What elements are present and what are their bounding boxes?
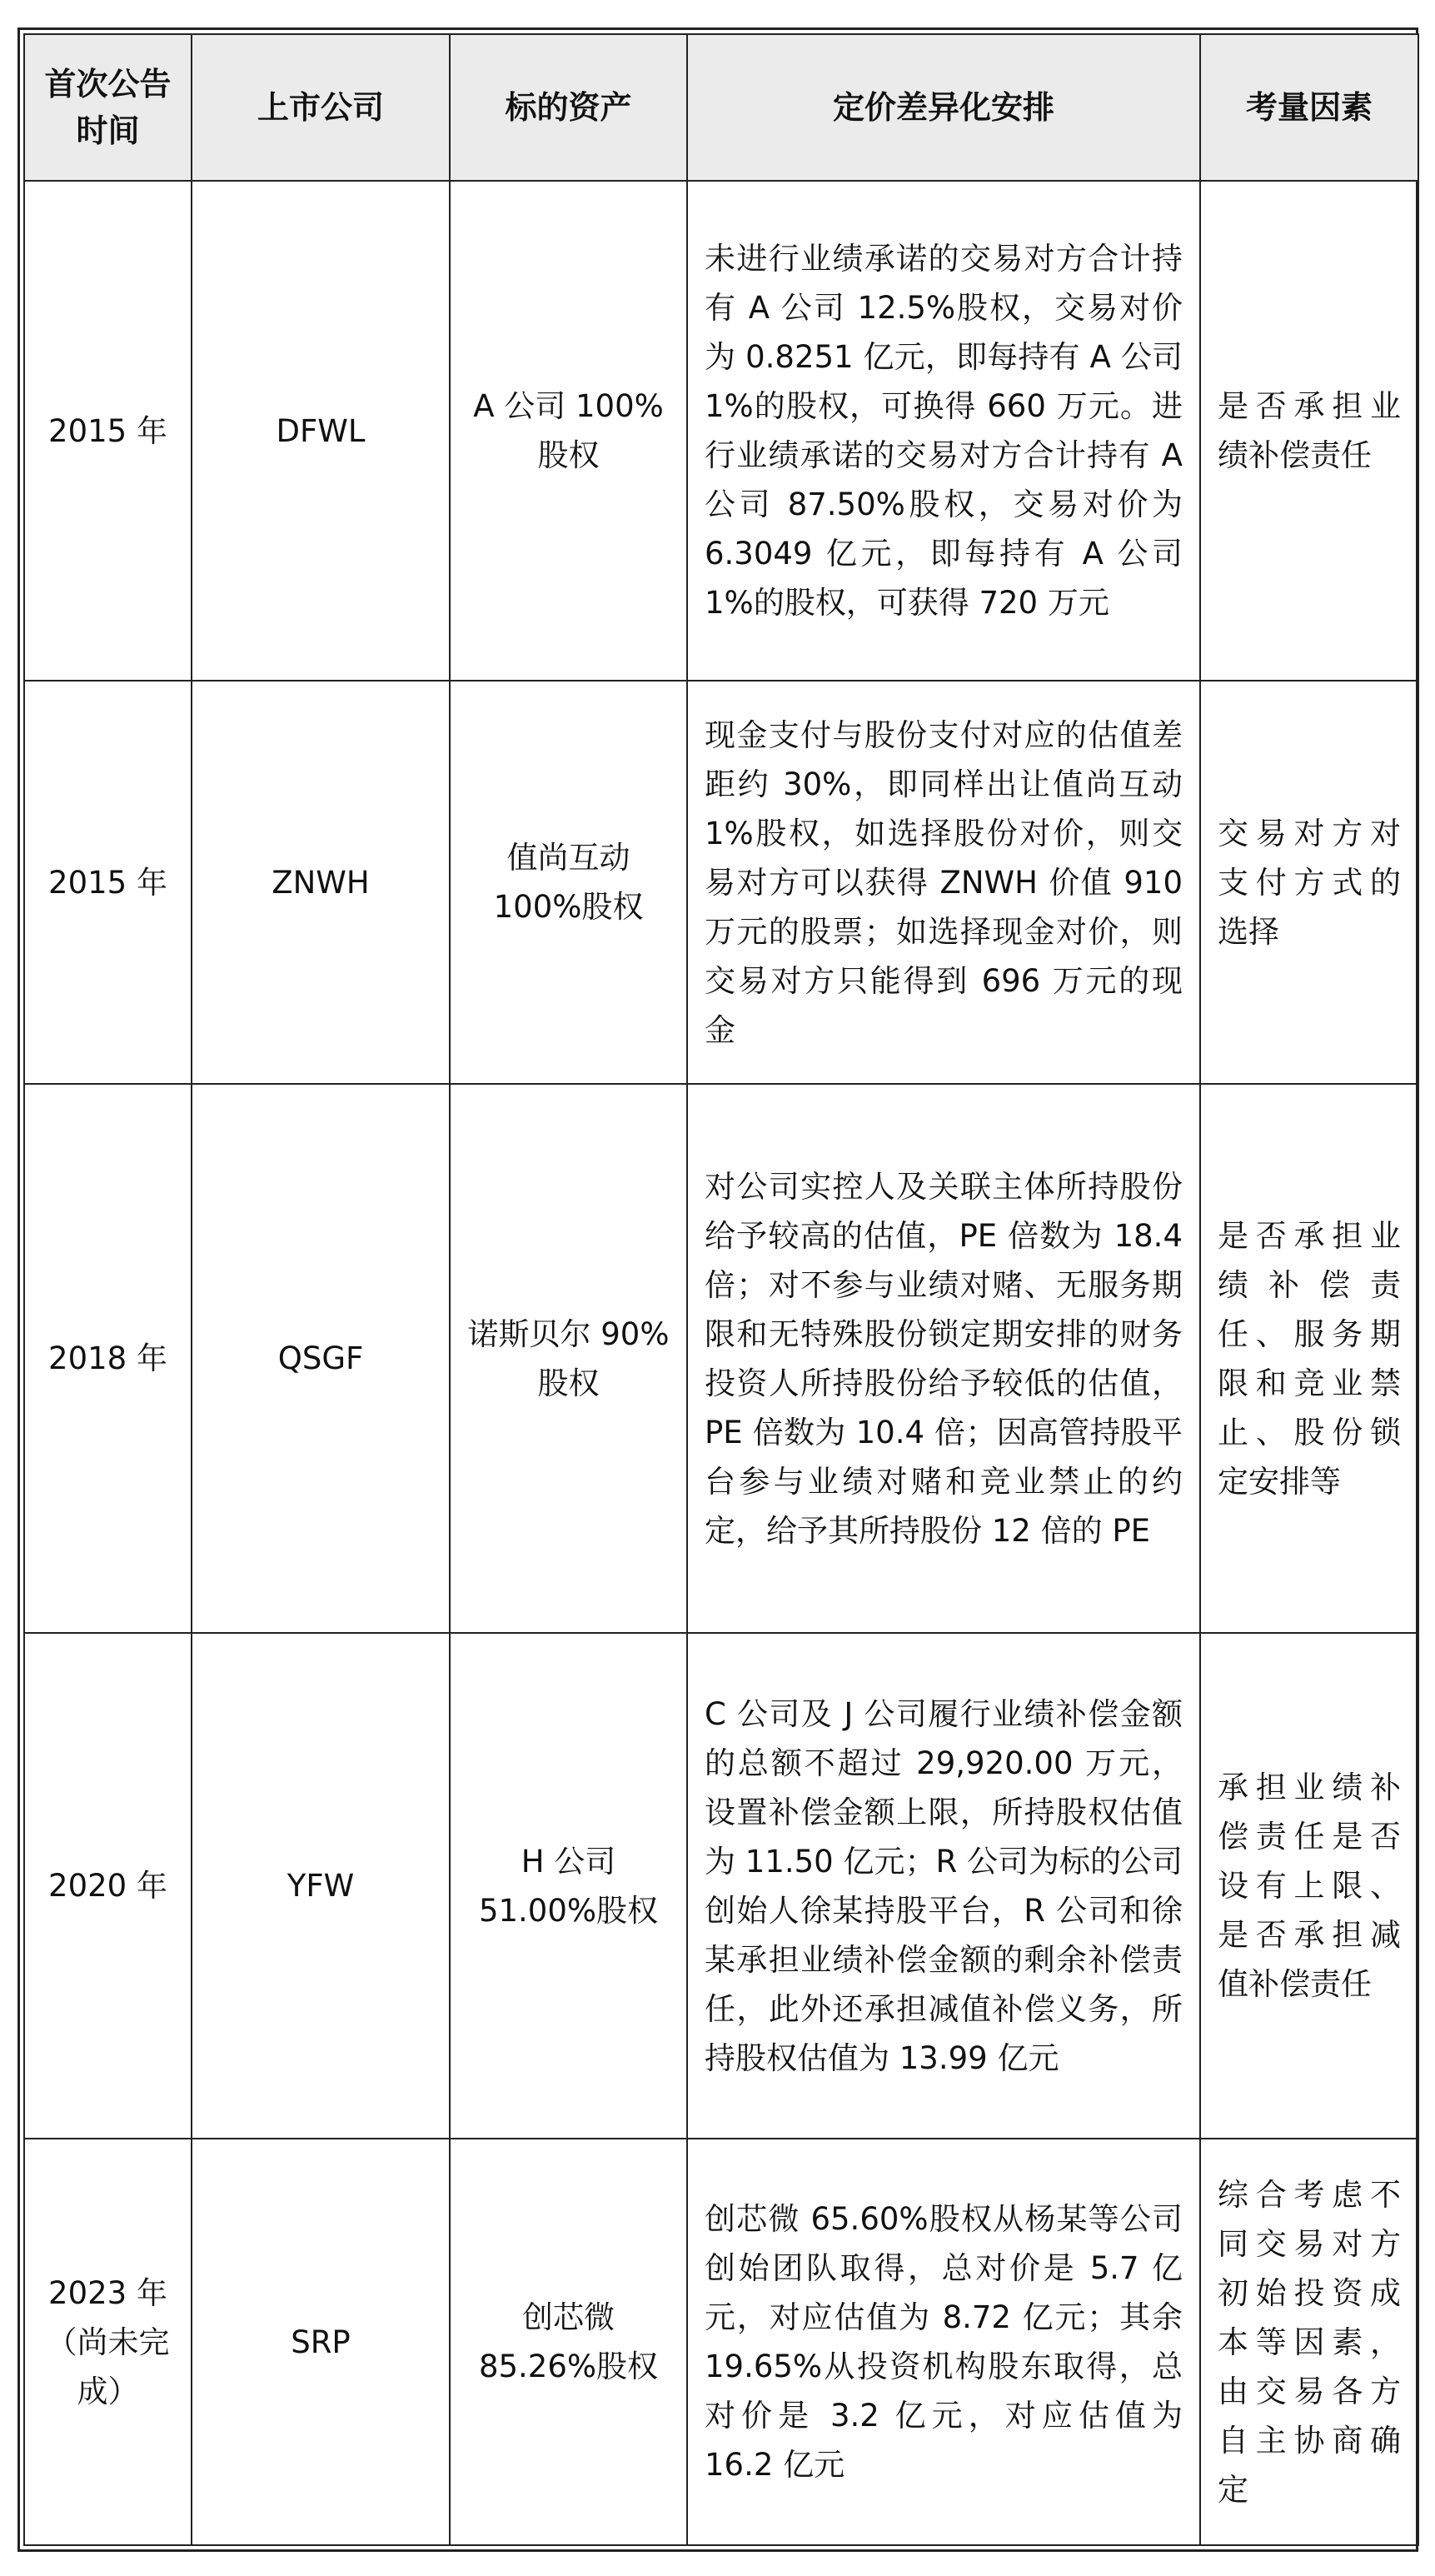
table-row	[24, 1084, 1418, 1633]
cell-date: 2023 年（尚未完成）	[24, 2139, 192, 2545]
cell-factors: 是否承担业绩补偿责任	[1200, 181, 1418, 681]
header-factors: 考量因素	[1200, 34, 1418, 181]
cell-company: DFWL	[192, 181, 450, 681]
cell-factors: 综合考虑不同交易对方初始投资成本等因素，由交易各方自主协商确定	[1200, 2139, 1418, 2545]
pricing-arrangement-table	[17, 27, 1418, 2552]
header-asset: 标的资产	[450, 34, 687, 181]
header-row	[24, 34, 1418, 181]
cell-company: YFW	[192, 1633, 450, 2139]
header-company: 上市公司	[192, 34, 450, 181]
cell-factors: 交易对方对支付方式的选择	[1200, 681, 1418, 1084]
cell-factors: 是否承担业绩补偿责任、服务期限和竞业禁止、股份锁定安排等	[1200, 1084, 1418, 1633]
cell-pricing: 创芯微 65.60%股权从杨某等公司创始团队取得，总对价是 5.7 亿元，对应估值为 8.72 亿元；其余 19.65%从投资机构股东取得，总对价是 3.2 亿元，对应估值为 16.2 亿元	[687, 2139, 1200, 2545]
table-row	[24, 681, 1418, 1084]
cell-company: ZNWH	[192, 681, 450, 1084]
cell-asset: A 公司 100%股权	[450, 181, 687, 681]
cell-factors: 承担业绩补偿责任是否设有上限、是否承担减值补偿责任	[1200, 1633, 1418, 2139]
cell-date: 2018 年	[24, 1084, 192, 1633]
table-row	[24, 181, 1418, 681]
cell-pricing: 对公司实控人及关联主体所持股份给予较高的估值，PE 倍数为 18.4 倍；对不参与业绩对赌、无服务期限和无特殊股份锁定期安排的财务投资人所持股份给予较低的估值，PE 倍数为 10.4 倍；因高管持股平台参与业绩对赌和竞业禁止的约定，给予其所持股份 12 倍的 PE	[687, 1084, 1200, 1633]
cell-asset: 值尚互动 100%股权	[450, 681, 687, 1084]
cell-pricing: C 公司及 J 公司履行业绩补偿金额的总额不超过 29,920.00 万元，设置补偿金额上限，所持股权估值为 11.50 亿元；R 公司为标的公司创始人徐某持股平台，R 公司和徐某承担业绩补偿金额的剩余补偿责任，此外还承担减值补偿义务，所持股权估值为 13.99 亿元	[687, 1633, 1200, 2139]
cell-pricing: 未进行业绩承诺的交易对方合计持有 A 公司 12.5%股权，交易对价为 0.8251 亿元，即每持有 A 公司 1%的股权，可换得 660 万元。进行业绩承诺的交易对方合计持有 A 公司 87.50%股权，交易对价为 6.3049 亿元，即每持有 A 公司 1%的股权，可获得 720 万元	[687, 181, 1200, 681]
cell-company: SRP	[192, 2139, 450, 2545]
table-row	[24, 1633, 1418, 2139]
cell-asset: H 公司 51.00%股权	[450, 1633, 687, 2139]
table	[23, 33, 1419, 2546]
cell-company: QSGF	[192, 1084, 450, 1633]
cell-asset: 诺斯贝尔 90%股权	[450, 1084, 687, 1633]
cell-asset: 创芯微 85.26%股权	[450, 2139, 687, 2545]
cell-date: 2015 年	[24, 681, 192, 1084]
cell-date: 2015 年	[24, 181, 192, 681]
cell-pricing: 现金支付与股份支付对应的估值差距约 30%，即同样出让值尚互动 1%股权，如选择股份对价，则交易对方可以获得 ZNWH 价值 910 万元的股票；如选择现金对价，则交易对方只能得到 696 万元的现金	[687, 681, 1200, 1084]
header-date: 首次公告时间	[24, 34, 192, 181]
table-row	[24, 2139, 1418, 2545]
header-pricing: 定价差异化安排	[687, 34, 1200, 181]
cell-date: 2020 年	[24, 1633, 192, 2139]
